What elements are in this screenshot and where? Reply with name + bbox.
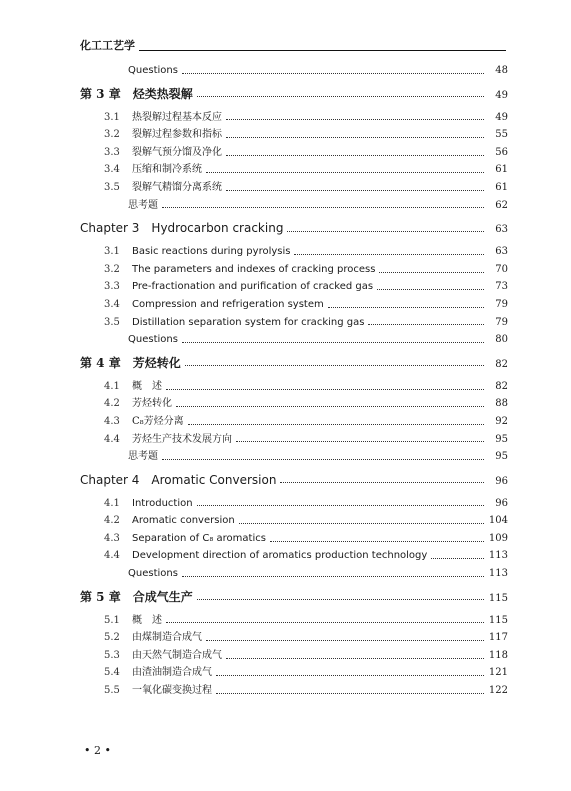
section-number: 4.4 [104,550,120,562]
toc-section-entry[interactable] [80,331,508,349]
toc-section-entry[interactable] [80,565,508,583]
section-title: 由天然气制造合成气 [132,649,222,661]
toc-chapter-entry[interactable] [80,80,508,109]
dot-leader [197,95,484,97]
dot-leader [197,598,484,600]
page-reference: 121 [488,667,508,679]
section-title: 芳烃生产技术发展方向 [132,433,232,445]
section-title: Pre-fractionation and purification of cracked gas [132,281,374,293]
section-number: 3.4 [104,298,120,310]
toc-chapter-entry[interactable] [80,466,508,495]
toc-section-entry[interactable] [80,197,508,215]
section-title: 概 述 [132,614,162,626]
page-reference: 82 [495,380,508,392]
toc-section-entry[interactable] [80,126,508,144]
page-reference: 82 [495,358,508,370]
toc-section-entry[interactable] [80,682,508,700]
section-title: 裂解气预分馏及净化 [132,146,222,158]
section-number: 5.4 [104,667,120,679]
page-reference: 49 [495,111,508,123]
dot-leader [226,136,484,138]
section-number: 3.5 [104,181,120,193]
dot-leader [377,288,484,290]
page-reference: 109 [488,532,508,544]
section-title: Distillation separation system for cracking gas [132,316,365,328]
section-title: Development direction of aromatics production technology [132,550,428,562]
page-reference: 49 [495,89,508,101]
toc-section-entry[interactable] [80,664,508,682]
dot-leader [182,72,484,74]
page-number: • 2 • [84,744,111,757]
toc-section-entry[interactable] [80,261,508,279]
section-title: 裂解气精馏分离系统 [132,181,222,193]
dot-leader [206,171,484,173]
page-reference: 95 [495,433,508,445]
page-reference: 63 [495,246,508,258]
section-title: Compression and refrigeration system [132,298,324,310]
toc-section-entry[interactable] [80,144,508,162]
header-title: 化工工艺学 [80,39,135,52]
section-title: Aromatic conversion [132,515,235,527]
page-reference: 88 [495,398,508,410]
section-title: 思考题 [128,199,158,211]
section-title: Introduction [132,497,193,509]
page-reference: 117 [488,632,508,644]
dot-leader [197,504,484,506]
dot-leader [226,154,484,156]
dot-leader [206,639,484,641]
dot-leader [176,405,484,407]
page-reference: 113 [488,568,508,580]
section-number: 3.3 [104,281,120,293]
section-number: 3.2 [104,263,120,275]
page-reference: 118 [488,649,508,661]
section-title: 一氧化碳变换过程 [132,685,212,697]
chapter-title: 第 3 章 烃类热裂解 [80,86,193,101]
section-title: 裂解过程参数和指标 [132,129,222,141]
toc-chapter-entry[interactable] [80,583,508,612]
running-header [80,36,506,52]
section-title: 压缩和制冷系统 [132,164,202,176]
section-number: 4.3 [104,532,120,544]
dot-leader [162,458,484,460]
toc-section-entry[interactable] [80,378,508,396]
toc-section-entry[interactable] [80,109,508,127]
header-rule [139,50,506,51]
dot-leader [188,423,484,425]
toc-section-entry[interactable] [80,62,508,80]
page-reference: 115 [488,592,508,604]
page-reference: 113 [488,550,508,562]
section-number: 4.4 [104,433,120,445]
section-title: 热裂解过程基本反应 [132,111,222,123]
section-title: Questions [128,568,178,580]
section-number: 4.2 [104,398,120,410]
toc-section-entry[interactable] [80,495,508,513]
dot-leader [294,253,484,255]
dot-leader [236,440,484,442]
section-title: 芳烃转化 [132,398,172,410]
page-reference: 56 [495,146,508,158]
page-reference: 96 [495,497,508,509]
section-number: 3.5 [104,316,120,328]
toc-section-entry[interactable] [80,179,508,197]
dot-leader [379,271,484,273]
section-title: C₈芳烃分离 [132,415,184,427]
dot-leader [287,230,484,232]
toc-section-entry[interactable] [80,161,508,179]
dot-leader [226,118,484,120]
dot-leader [182,341,484,343]
toc-section-entry[interactable] [80,530,508,548]
dot-leader [166,621,484,623]
chapter-title: 第 5 章 合成气生产 [80,589,193,604]
section-title: The parameters and indexes of cracking process [132,263,376,275]
section-title: 概 述 [132,380,162,392]
page-reference: 73 [495,281,508,293]
dot-leader [216,692,484,694]
page-reference: 122 [488,685,508,697]
page-reference: 104 [488,515,508,527]
dot-leader [166,388,484,390]
dot-leader [239,522,484,524]
toc-section-entry[interactable] [80,512,508,530]
table-of-contents [80,62,508,700]
page-reference: 48 [495,65,508,76]
section-number: 5.3 [104,649,120,661]
section-title: 由渣油制造合成气 [132,667,212,679]
dot-leader [182,575,484,577]
toc-section-entry[interactable] [80,547,508,565]
toc-section-entry[interactable] [80,448,508,466]
page-reference: 62 [495,199,508,211]
page-reference: 95 [495,451,508,463]
page-reference: 79 [495,316,508,328]
toc-section-entry[interactable] [80,395,508,413]
chapter-title: Chapter 4 Aromatic Conversion [80,472,277,487]
section-title: 思考题 [128,451,158,463]
toc-section-entry[interactable] [80,296,508,314]
dot-leader [270,540,484,542]
dot-leader [328,306,484,308]
chapter-title: 第 4 章 芳烃转化 [80,355,181,370]
toc-section-entry[interactable] [80,647,508,665]
toc-section-entry[interactable] [80,314,508,332]
page-reference: 96 [495,475,508,487]
section-number: 3.4 [104,164,120,176]
chapter-title: Chapter 3 Hydrocarbon cracking [80,221,284,236]
page-reference: 61 [495,181,508,193]
page-reference: 79 [495,298,508,310]
section-title: Basic reactions during pyrolysis [132,246,291,258]
dot-leader [226,189,484,191]
page-reference: 63 [495,224,508,236]
section-number: 3.2 [104,129,120,141]
page-reference: 115 [488,614,508,626]
dot-leader [216,674,484,676]
dot-leader [431,557,484,559]
toc-section-entry[interactable] [80,243,508,261]
toc-section-entry[interactable] [80,431,508,449]
section-number: 5.2 [104,632,120,644]
page-reference: 61 [495,164,508,176]
section-number: 3.1 [104,111,120,123]
page-reference: 80 [495,334,508,346]
toc-chapter-entry[interactable] [80,214,508,243]
dot-leader [162,206,484,208]
section-title: Questions [128,334,178,346]
toc-section-entry[interactable] [80,413,508,431]
section-title: 由煤制造合成气 [132,632,202,644]
section-number: 4.1 [104,380,120,392]
dot-leader [368,323,484,325]
section-number: 5.1 [104,614,120,626]
section-title: Questions [128,65,178,76]
toc-section-entry[interactable] [80,612,508,630]
section-number: 5.5 [104,685,120,697]
section-number: 4.1 [104,497,120,509]
section-title: Separation of C₈ aromatics [132,532,266,544]
page-reference: 55 [495,129,508,141]
toc-chapter-entry[interactable] [80,349,508,378]
dot-leader [226,657,484,659]
section-number: 3.3 [104,146,120,158]
dot-leader [280,481,484,483]
section-number: 3.1 [104,246,120,258]
page-reference: 92 [495,415,508,427]
toc-section-entry[interactable] [80,629,508,647]
section-number: 4.2 [104,515,120,527]
section-number: 4.3 [104,415,120,427]
page-reference: 70 [495,263,508,275]
toc-section-entry[interactable] [80,278,508,296]
dot-leader [185,364,484,366]
